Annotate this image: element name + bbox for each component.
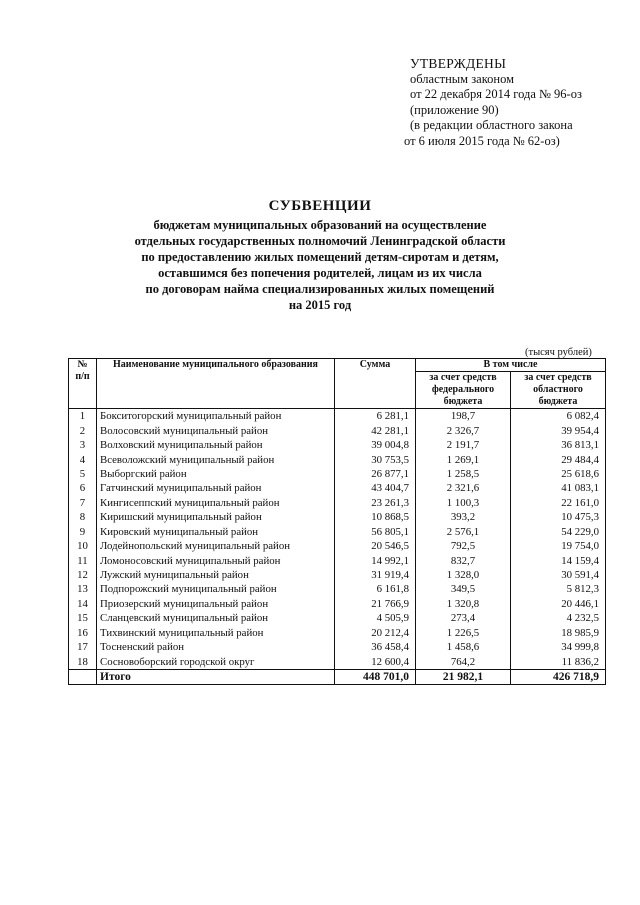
regional-cell: 54 229,0 — [511, 525, 606, 539]
heading-line: по договорам найма специализированных жилых помещений — [145, 282, 495, 296]
regional-cell: 25 618,6 — [511, 467, 606, 481]
row-number: 17 — [69, 640, 97, 654]
row-number: 11 — [69, 553, 97, 567]
table-row — [69, 496, 606, 510]
regional-cell: 36 813,1 — [511, 438, 606, 452]
district-name: Сосновоборский городской округ — [97, 654, 335, 669]
row-number: 16 — [69, 626, 97, 640]
table-row — [69, 438, 606, 452]
approval-stamp — [404, 56, 582, 149]
sum-cell: 6 161,8 — [335, 582, 416, 596]
district-name: Выборгский район — [97, 467, 335, 481]
heading-line: по предоставлению жилых помещений детям-сиротам и детям, — [141, 250, 499, 264]
sum-cell: 20 546,5 — [335, 539, 416, 553]
federal-cell: 2 326,7 — [416, 423, 511, 437]
sum-cell: 36 458,4 — [335, 640, 416, 654]
table-row — [69, 409, 606, 424]
approval-line: областным законом — [410, 71, 515, 86]
total-sum: 448 701,0 — [335, 669, 416, 684]
regional-cell: 18 985,9 — [511, 626, 606, 640]
district-name: Тихвинский муниципальный район — [97, 626, 335, 640]
row-number: 8 — [69, 510, 97, 524]
table-row — [69, 553, 606, 567]
header-including: В том числе — [416, 359, 606, 372]
row-number: 13 — [69, 582, 97, 596]
district-name: Киришский муниципальный район — [97, 510, 335, 524]
total-label: Итого — [97, 669, 335, 684]
row-number: 18 — [69, 654, 97, 669]
regional-cell: 6 082,4 — [511, 409, 606, 424]
header-name: Наименование муниципального образования — [97, 359, 335, 409]
regional-cell: 34 999,8 — [511, 640, 606, 654]
row-number: 1 — [69, 409, 97, 424]
table-row — [69, 582, 606, 596]
regional-cell: 5 812,3 — [511, 582, 606, 596]
federal-cell: 832,7 — [416, 553, 511, 567]
federal-cell: 198,7 — [416, 409, 511, 424]
table-row — [69, 481, 606, 495]
district-name: Гатчинский муниципальный район — [97, 481, 335, 495]
sum-cell: 6 281,1 — [335, 409, 416, 424]
total-row — [69, 669, 606, 684]
regional-cell: 10 475,3 — [511, 510, 606, 524]
heading-line: оставшимся без попечения родителей, лицам из их числа — [158, 266, 482, 280]
document-title: СУБВЕНЦИИ — [268, 198, 372, 214]
table-row — [69, 611, 606, 625]
sum-cell: 20 212,4 — [335, 626, 416, 640]
sum-cell: 12 600,4 — [335, 654, 416, 669]
row-number: 9 — [69, 525, 97, 539]
sum-cell: 14 992,1 — [335, 553, 416, 567]
sum-cell: 26 877,1 — [335, 467, 416, 481]
district-name: Тосненский район — [97, 640, 335, 654]
regional-cell: 4 232,5 — [511, 611, 606, 625]
sum-cell: 56 805,1 — [335, 525, 416, 539]
federal-cell: 2 576,1 — [416, 525, 511, 539]
regional-cell: 29 484,4 — [511, 452, 606, 466]
approval-line: (в редакции областного закона — [410, 118, 573, 132]
row-number: 4 — [69, 452, 97, 466]
district-name: Всеволожский муниципальный район — [97, 452, 335, 466]
heading-line: отдельных государственных полномочий Ленинградской области — [134, 234, 506, 248]
regional-cell: 20 446,1 — [511, 597, 606, 611]
total-num-cell — [69, 669, 97, 684]
federal-cell: 393,2 — [416, 510, 511, 524]
federal-cell: 273,4 — [416, 611, 511, 625]
sum-cell: 21 766,9 — [335, 597, 416, 611]
heading-line: на 2015 год — [288, 298, 352, 312]
regional-cell: 19 754,0 — [511, 539, 606, 553]
district-name: Кингисеппский муниципальный район — [97, 496, 335, 510]
table-row — [69, 452, 606, 466]
sum-cell: 4 505,9 — [335, 611, 416, 625]
regional-cell: 30 591,4 — [511, 568, 606, 582]
row-number: 12 — [69, 568, 97, 582]
table-body — [69, 409, 606, 685]
federal-cell: 1 269,1 — [416, 452, 511, 466]
federal-cell: 1 320,8 — [416, 597, 511, 611]
sum-cell: 23 261,3 — [335, 496, 416, 510]
table-row — [69, 654, 606, 669]
district-name: Волховский муниципальный район — [97, 438, 335, 452]
header-sum: Сумма — [335, 359, 416, 409]
federal-cell: 2 191,7 — [416, 438, 511, 452]
row-number: 5 — [69, 467, 97, 481]
sum-cell: 39 004,8 — [335, 438, 416, 452]
row-number: 7 — [69, 496, 97, 510]
regional-cell: 22 161,0 — [511, 496, 606, 510]
sum-cell: 31 919,4 — [335, 568, 416, 582]
table-row — [69, 640, 606, 654]
approval-line: от 22 декабря 2014 года № 96-оз — [410, 87, 582, 101]
subventions-table — [68, 358, 606, 685]
approval-line: (приложение 90) — [410, 102, 499, 117]
district-name: Лодейнопольский муниципальный район — [97, 539, 335, 553]
regional-cell: 41 083,1 — [511, 481, 606, 495]
row-number: 10 — [69, 539, 97, 553]
header-regional: за счет средств областного бюджета — [511, 372, 606, 409]
table-row — [69, 525, 606, 539]
table-row — [69, 568, 606, 582]
federal-cell: 1 226,5 — [416, 626, 511, 640]
row-number: 14 — [69, 597, 97, 611]
table-row — [69, 597, 606, 611]
approval-title: УТВЕРЖДЕНЫ — [410, 56, 507, 71]
federal-cell: 1 458,6 — [416, 640, 511, 654]
district-name: Бокситогорский муниципальный район — [97, 409, 335, 424]
district-name: Кировский муниципальный район — [97, 525, 335, 539]
district-name: Сланцевский муниципальный район — [97, 611, 335, 625]
district-name: Ломоносовский муниципальный район — [97, 553, 335, 567]
sum-cell: 43 404,7 — [335, 481, 416, 495]
document-heading — [0, 198, 640, 313]
row-number: 6 — [69, 481, 97, 495]
federal-cell: 1 100,3 — [416, 496, 511, 510]
sum-cell: 30 753,5 — [335, 452, 416, 466]
approval-line: от 6 июля 2015 года № 62-оз) — [404, 133, 560, 148]
district-name: Лужский муниципальный район — [97, 568, 335, 582]
total-regional: 426 718,9 — [511, 669, 606, 684]
table-row — [69, 467, 606, 481]
federal-cell: 2 321,6 — [416, 481, 511, 495]
district-name: Приозерский муниципальный район — [97, 597, 335, 611]
federal-cell: 1 328,0 — [416, 568, 511, 582]
sum-cell: 42 281,1 — [335, 423, 416, 437]
heading-line: бюджетам муниципальных образований на осуществление — [153, 218, 487, 232]
sum-cell: 10 868,5 — [335, 510, 416, 524]
federal-cell: 764,2 — [416, 654, 511, 669]
federal-cell: 349,5 — [416, 582, 511, 596]
row-number: 15 — [69, 611, 97, 625]
row-number: 3 — [69, 438, 97, 452]
total-federal: 21 982,1 — [416, 669, 511, 684]
table-row — [69, 626, 606, 640]
district-name: Подпорожский муниципальный район — [97, 582, 335, 596]
regional-cell: 11 836,2 — [511, 654, 606, 669]
units-note: (тысяч рублей) — [525, 347, 592, 358]
table-row — [69, 423, 606, 437]
district-name: Волосовский муниципальный район — [97, 423, 335, 437]
regional-cell: 39 954,4 — [511, 423, 606, 437]
header-federal: за счет средств федерального бюджета — [416, 372, 511, 409]
regional-cell: 14 159,4 — [511, 553, 606, 567]
header-num: № п/п — [69, 359, 97, 409]
table-row — [69, 539, 606, 553]
federal-cell: 1 258,5 — [416, 467, 511, 481]
row-number: 2 — [69, 423, 97, 437]
federal-cell: 792,5 — [416, 539, 511, 553]
table-row — [69, 510, 606, 524]
